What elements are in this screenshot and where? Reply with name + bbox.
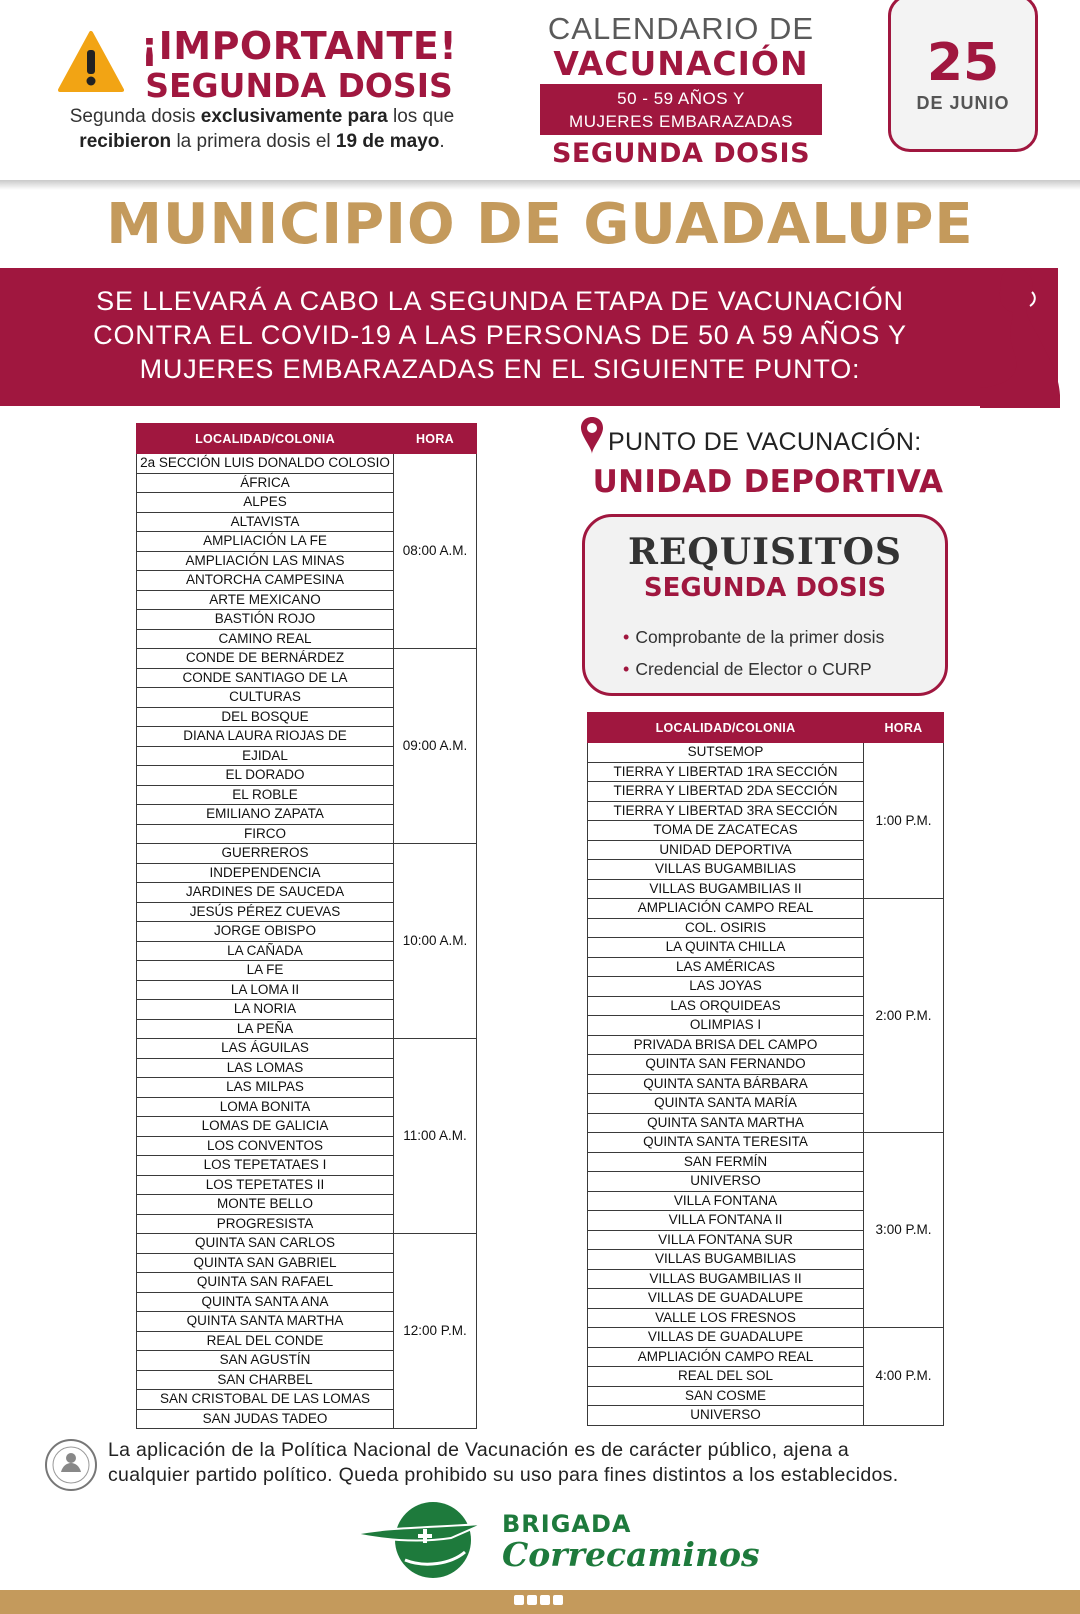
localidad-cell: ANTORCHA CAMPESINA xyxy=(137,571,394,591)
hora-cell: 08:00 A.M. xyxy=(394,454,477,649)
localidad-cell: AMPLIACIÓN LA FE xyxy=(137,532,394,552)
table-row xyxy=(137,649,477,669)
localidad-cell: VILLAS BUGAMBILIAS xyxy=(588,860,864,880)
date-month: DE JUNIO xyxy=(916,93,1010,113)
location-pin-icon xyxy=(580,416,604,456)
localidad-cell: EL ROBLE xyxy=(137,785,394,805)
col-hora-header: HORA xyxy=(394,424,477,454)
note-bold: recibieron xyxy=(79,131,172,152)
note-text: la primera dosis el xyxy=(171,131,336,152)
localidad-cell: LAS AMÉRICAS xyxy=(588,957,864,977)
localidad-cell: VILLA FONTANA xyxy=(588,1191,864,1211)
localidad-cell: LAS MILPAS xyxy=(137,1078,394,1098)
important-subtitle: SEGUNDA DOSIS xyxy=(145,66,453,105)
localidad-cell: VILLA FONTANA SUR xyxy=(588,1230,864,1250)
national-seal-icon xyxy=(44,1438,98,1492)
banner-text xyxy=(0,284,1000,386)
hora-cell: 12:00 P.M. xyxy=(394,1234,477,1429)
table-header-row xyxy=(137,424,477,454)
localidad-cell: DEL BOSQUE xyxy=(137,707,394,727)
localidad-cell: TIERRA Y LIBERTAD 3RA SECCIÓN xyxy=(588,801,864,821)
header xyxy=(0,0,1080,180)
twitter-icon[interactable] xyxy=(527,1595,537,1605)
localidad-cell: EJIDAL xyxy=(137,746,394,766)
localidad-cell: LA FE xyxy=(137,961,394,981)
calendar-title: VACUNACIÓN xyxy=(553,44,809,83)
brigada-title: BRIGADA xyxy=(502,1510,632,1538)
localidad-cell: ÁFRICA xyxy=(137,473,394,493)
localidad-cell: LOS TEPETATAES I xyxy=(137,1156,394,1176)
localidad-cell: LOMAS DE GALICIA xyxy=(137,1117,394,1137)
localidad-cell: QUINTA SANTA TERESITA xyxy=(588,1133,864,1153)
localidad-cell: VILLAS BUGAMBILIAS xyxy=(588,1250,864,1270)
localidad-cell: LAS JOYAS xyxy=(588,977,864,997)
localidad-cell: LA QUINTA CHILLA xyxy=(588,938,864,958)
social-icons xyxy=(514,1595,563,1605)
localidad-cell: QUINTA SANTA MARTHA xyxy=(137,1312,394,1332)
note-text: los que xyxy=(387,106,455,127)
table-body xyxy=(137,454,477,1429)
note-bold: exclusivamente para xyxy=(200,106,388,127)
localidad-cell: UNIDAD DEPORTIVA xyxy=(588,840,864,860)
brigada-correcaminos-logo-icon xyxy=(355,1498,490,1582)
hora-cell: 3:00 P.M. xyxy=(864,1133,944,1328)
localidad-cell: EL DORADO xyxy=(137,766,394,786)
localidad-cell: QUINTA SANTA MARÍA xyxy=(588,1094,864,1114)
requisitos-card xyxy=(582,514,948,696)
localidad-cell: LAS LOMAS xyxy=(137,1058,394,1078)
important-note xyxy=(52,104,472,154)
municipio-title: MUNICIPIO DE GUADALUPE xyxy=(106,192,974,257)
requisitos-title: REQUISITOS xyxy=(628,531,902,573)
localidad-cell: UNIVERSO xyxy=(588,1172,864,1192)
localidad-cell: LA PEÑA xyxy=(137,1019,394,1039)
localidad-cell: AMPLIACIÓN LAS MINAS xyxy=(137,551,394,571)
col-hora-header: HORA xyxy=(864,713,944,743)
localidad-cell: AMPLIACIÓN CAMPO REAL xyxy=(588,1347,864,1367)
note-bold: 19 de mayo xyxy=(335,131,440,152)
localidad-cell: TIERRA Y LIBERTAD 1RA SECCIÓN xyxy=(588,762,864,782)
localidad-cell: SAN FERMÍN xyxy=(588,1152,864,1172)
calendar-box-line: 50 - 59 AÑOS Y xyxy=(617,89,745,108)
warning-triangle-icon xyxy=(58,30,124,94)
hora-cell: 2:00 P.M. xyxy=(864,899,944,1133)
localidad-cell: VILLA FONTANA II xyxy=(588,1211,864,1231)
localidad-cell: QUINTA SAN GABRIEL xyxy=(137,1253,394,1273)
table-row xyxy=(137,844,477,864)
disclaimer-line: La aplicación de la Política Nacional de Vacunación es de carácter público, ajena a xyxy=(108,1439,850,1461)
localidad-cell: TOMA DE ZACATECAS xyxy=(588,821,864,841)
localidad-cell: SAN AGUSTÍN xyxy=(137,1351,394,1371)
localidad-cell: VILLAS BUGAMBILIAS II xyxy=(588,1269,864,1289)
localidad-cell: SAN CHARBEL xyxy=(137,1370,394,1390)
localidad-cell: SUTSEMOP xyxy=(588,743,864,763)
col-localidad-header: LOCALIDAD/COLONIA xyxy=(588,713,864,743)
brigada-subtitle: Correcaminos xyxy=(502,1535,760,1574)
localidad-cell: ARTE MEXICANO xyxy=(137,590,394,610)
localidad-cell: CAMINO REAL xyxy=(137,629,394,649)
note-text: Segunda dosis xyxy=(69,106,201,127)
hora-cell: 4:00 P.M. xyxy=(864,1328,944,1426)
localidad-cell: SAN JUDAS TADEO xyxy=(137,1409,394,1429)
youtube-icon[interactable] xyxy=(553,1595,563,1605)
localidad-cell: PROGRESISTA xyxy=(137,1214,394,1234)
banner-line: MUJERES EMBARAZADAS EN EL SIGUIENTE PUNTO: xyxy=(139,354,861,384)
calendar-top: CALENDARIO DE xyxy=(547,11,815,46)
punto-label: PUNTO DE VACUNACIÓN: xyxy=(608,428,922,456)
banner-line: CONTRA EL COVID-19 A LAS PERSONAS DE 50 A 59 AÑOS Y xyxy=(93,320,907,350)
localidad-cell: JARDINES DE SAUCEDA xyxy=(137,883,394,903)
localidad-cell: TIERRA Y LIBERTAD 2DA SECCIÓN xyxy=(588,782,864,802)
localidad-cell: UNIVERSO xyxy=(588,1406,864,1426)
table-row xyxy=(588,743,944,763)
table-row xyxy=(137,454,477,474)
punto-name: UNIDAD DEPORTIVA xyxy=(592,464,944,500)
localidad-cell: JORGE OBISPO xyxy=(137,922,394,942)
announcement-banner xyxy=(0,268,1058,406)
localidad-cell: DIANA LAURA RIOJAS DE xyxy=(137,727,394,747)
table-row xyxy=(137,1039,477,1059)
hora-cell: 10:00 A.M. xyxy=(394,844,477,1039)
localidad-cell: COL. OSIRIS xyxy=(588,918,864,938)
table-row xyxy=(588,1133,944,1153)
localidad-cell: EMILIANO ZAPATA xyxy=(137,805,394,825)
instagram-icon[interactable] xyxy=(540,1595,550,1605)
table-row xyxy=(137,1234,477,1254)
localidad-cell: AMPLIACIÓN CAMPO REAL xyxy=(588,899,864,919)
localidad-cell: LA LOMA II xyxy=(137,980,394,1000)
localidad-cell: FIRCO xyxy=(137,824,394,844)
localidad-cell: LA CAÑADA xyxy=(137,941,394,961)
schedule-table-left xyxy=(136,423,477,1429)
localidad-cell: VILLAS DE GUADALUPE xyxy=(588,1289,864,1309)
localidad-cell: QUINTA SAN FERNANDO xyxy=(588,1055,864,1075)
localidad-cell: MONTE BELLO xyxy=(137,1195,394,1215)
hora-cell: 11:00 A.M. xyxy=(394,1039,477,1234)
localidad-cell: INDEPENDENCIA xyxy=(137,863,394,883)
facebook-icon[interactable] xyxy=(514,1595,524,1605)
localidad-cell: CULTURAS xyxy=(137,688,394,708)
localidad-cell: CONDE DE BERNÁRDEZ xyxy=(137,649,394,669)
requisito-item: • Credencial de Elector o CURP xyxy=(623,653,884,685)
localidad-cell: LOS CONVENTOS xyxy=(137,1136,394,1156)
localidad-cell: OLIMPIAS I xyxy=(588,1016,864,1036)
requisitos-list xyxy=(623,621,884,685)
localidad-cell: JESÚS PÉREZ CUEVAS xyxy=(137,902,394,922)
localidad-cell: QUINTA SAN CARLOS xyxy=(137,1234,394,1254)
localidad-cell: QUINTA SANTA ANA xyxy=(137,1292,394,1312)
localidad-cell: ALTAVISTA xyxy=(137,512,394,532)
localidad-cell: GUERREROS xyxy=(137,844,394,864)
localidad-cell: LAS ÁGUILAS xyxy=(137,1039,394,1059)
header-shadow xyxy=(0,180,1080,190)
localidad-cell: PRIVADA BRISA DEL CAMPO xyxy=(588,1035,864,1055)
hora-cell: 09:00 A.M. xyxy=(394,649,477,844)
localidad-cell: SAN CRISTOBAL DE LAS LOMAS xyxy=(137,1390,394,1410)
calendar-box-line: MUJERES EMBARAZADAS xyxy=(569,112,793,131)
important-title: ¡IMPORTANTE! xyxy=(140,24,458,68)
localidad-cell: VILLAS BUGAMBILIAS II xyxy=(588,879,864,899)
localidad-cell: REAL DEL SOL xyxy=(588,1367,864,1387)
localidad-cell: QUINTA SANTA MARTHA xyxy=(588,1113,864,1133)
localidad-cell: LOMA BONITA xyxy=(137,1097,394,1117)
hora-cell: 1:00 P.M. xyxy=(864,743,944,899)
disclaimer xyxy=(108,1438,1048,1488)
localidad-cell: VALLE LOS FRESNOS xyxy=(588,1308,864,1328)
calendar-dose: SEGUNDA DOSIS xyxy=(551,138,811,169)
table-header-row xyxy=(588,713,944,743)
date-card xyxy=(888,0,1038,152)
table-row xyxy=(588,899,944,919)
banner-line: SE LLEVARÁ A CABO LA SEGUNDA ETAPA DE VACUNACIÓN xyxy=(96,286,904,316)
localidad-cell: CONDE SANTIAGO DE LA xyxy=(137,668,394,688)
localidad-cell: BASTIÓN ROJO xyxy=(137,610,394,630)
localidad-cell: LA NORIA xyxy=(137,1000,394,1020)
localidad-cell: VILLAS DE GUADALUPE xyxy=(588,1328,864,1348)
col-localidad-header: LOCALIDAD/COLONIA xyxy=(137,424,394,454)
pregnant-woman-silhouette-icon xyxy=(970,268,1060,408)
calendar-audience-box xyxy=(540,84,822,135)
localidad-cell: QUINTA SAN RAFAEL xyxy=(137,1273,394,1293)
table-body xyxy=(588,743,944,1426)
localidad-cell: LOS TEPETATES II xyxy=(137,1175,394,1195)
requisitos-subtitle: SEGUNDA DOSIS xyxy=(643,573,887,603)
table-row xyxy=(588,1328,944,1348)
date-day: 25 xyxy=(926,33,1000,93)
localidad-cell: LAS ORQUIDEAS xyxy=(588,996,864,1016)
localidad-cell: 2a SECCIÓN LUIS DONALDO COLOSIO xyxy=(137,454,394,474)
note-text: . xyxy=(439,131,445,152)
localidad-cell: ALPES xyxy=(137,493,394,513)
disclaimer-line: cualquier partido político. Queda prohibido su uso para fines distintos a los establecidos. xyxy=(108,1464,899,1486)
localidad-cell: SAN COSME xyxy=(588,1386,864,1406)
localidad-cell: REAL DEL CONDE xyxy=(137,1331,394,1351)
localidad-cell: QUINTA SANTA BÁRBARA xyxy=(588,1074,864,1094)
schedule-table-right xyxy=(587,712,944,1426)
requisito-item: • Comprobante de la primer dosis xyxy=(623,621,884,653)
